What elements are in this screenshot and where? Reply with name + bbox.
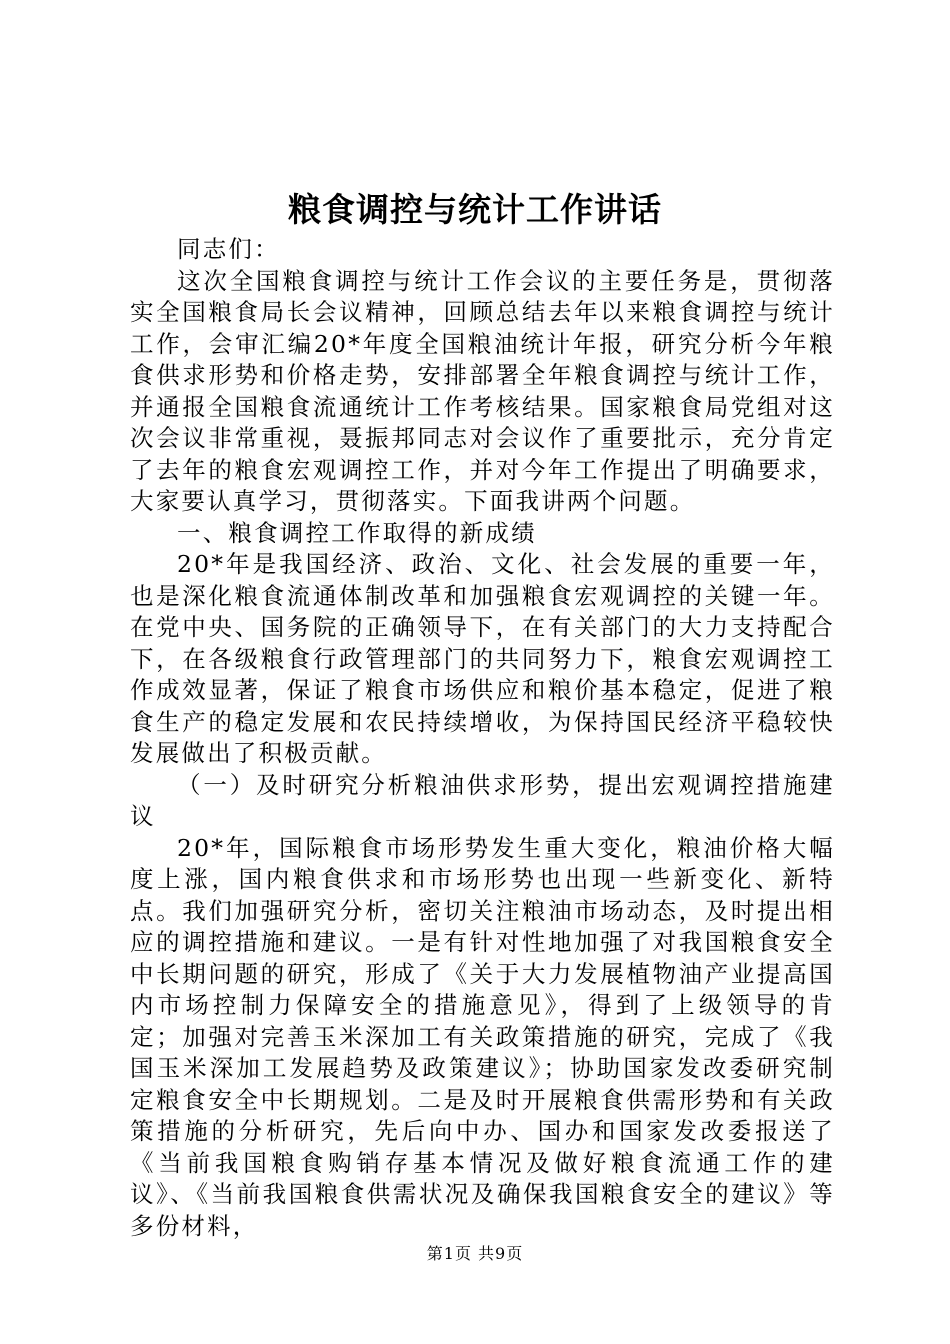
salutation-paragraph: 同志们： — [177, 235, 280, 263]
page-footer: 第1页 共9页 — [426, 1244, 524, 1263]
section-paragraph: 20*年是我国经济、政治、文化、社会发展的重要一年，也是深化粮食流通体制改革和加强粮食宏观调控的关键一年。在党中央、国务院的正确领导下，在有关部门的大力支持配合下，在各级粮食行政管理部门的共同努力下，粮食宏观调控工作成效显著，保证了粮食市场供应和粮价基本稳定，促进了粮食生产的稳定发展和农民持续增收，为保持国民经济平稳较快发展做出了积极贡献。 — [130, 550, 835, 767]
subsection-paragraph: 20*年，国际粮食市场形势发生重大变化，粮油价格大幅度上涨，国内粮食供求和市场形势也出现一些新变化、新特点。我们加强研究分析，密切关注粮油市场动态，及时提出相应的调控措施和建议。一是有针对性地加强了对我国粮食安全中长期问题的研究，形成了《关于大力发展植物油产业提高国内市场控制力保障安全的措施意见》，得到了上级领导的肯定；加强对完善玉米深加工有关政策措施的研究，完成了《我国玉米深加工发展趋势及政策建议》；协助国家发改委研究制定粮食安全中长期规划。二是及时开展粮食供需形势和有关政策措施的分析研究，先后向中办、国办和国家发改委报送了《当前我国粮食购销存基本情况及做好粮食流通工作的建议》、《当前我国粮食供需状况及确保我国粮食安全的建议》等多份材料， — [130, 833, 835, 1240]
subsection-heading: （一）及时研究分析粮油供求形势，提出宏观调控措施建议 — [130, 770, 835, 830]
section-heading: 一、粮食调控工作取得的新成绩 — [177, 518, 537, 547]
document-title: 粮食调控与统计工作讲话 — [288, 190, 662, 229]
intro-paragraph: 这次全国粮食调控与统计工作会议的主要任务是，贯彻落实全国粮食局长会议精神，回顾总结去年以来粮食调控与统计工作，会审汇编20*年度全国粮油统计年报，研究分析今年粮食供求形势和价格走势，安排部署全年粮食调控与统计工作，并通报全国粮食流通统计工作考核结果。国家粮食局党组对这次会议非常重视，聂振邦同志对会议作了重要批示，充分肯定了去年的粮食宏观调控工作，并对今年工作提出了明确要求，大家要认真学习，贯彻落实。下面我讲两个问题。 — [130, 266, 835, 515]
document-body — [130, 234, 835, 1242]
